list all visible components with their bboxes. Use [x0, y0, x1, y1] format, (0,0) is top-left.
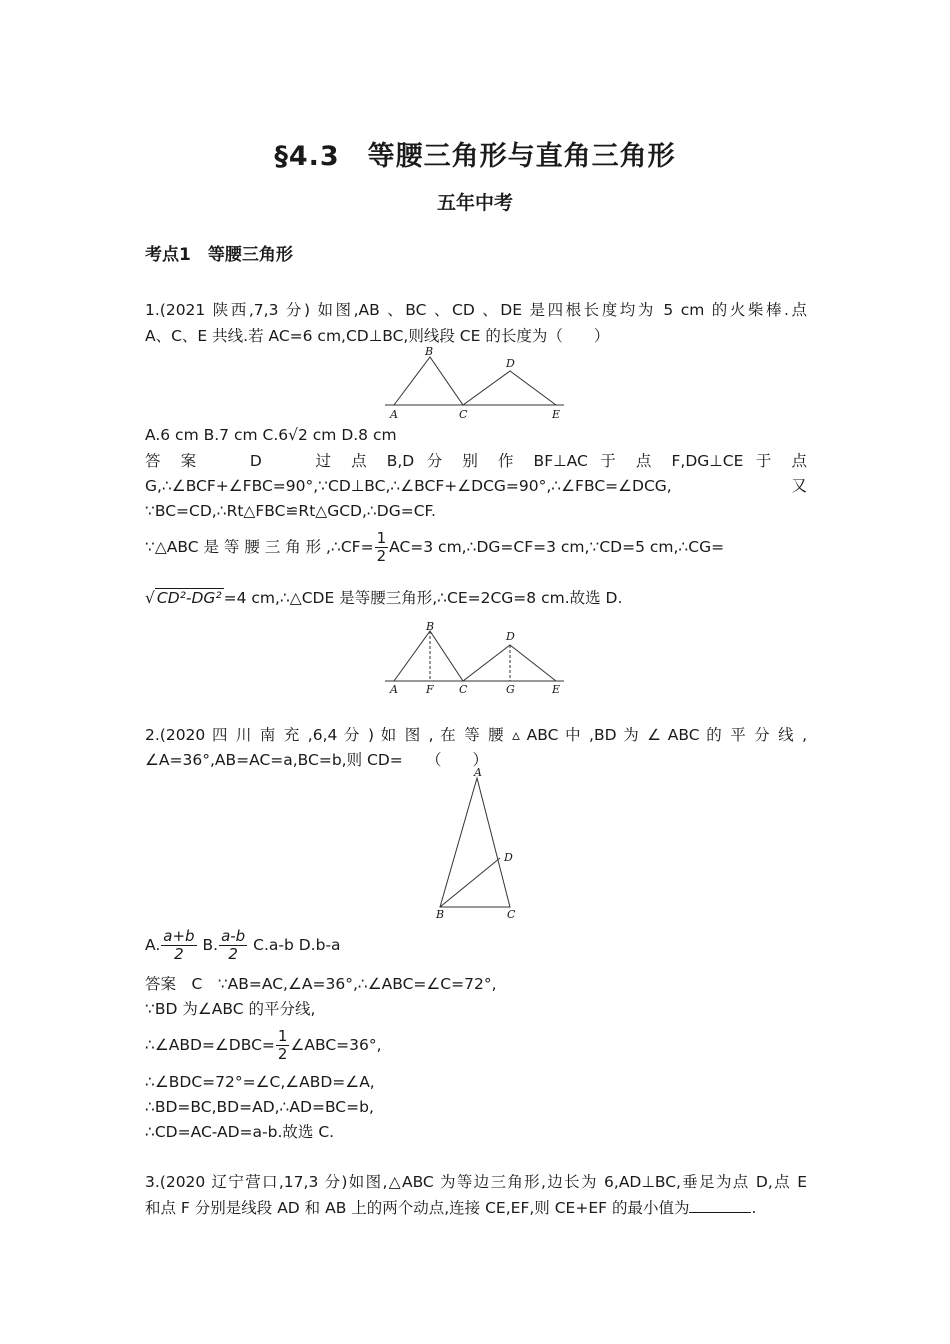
page-title: §4.3 等腰三角形与直角三角形 [274, 141, 676, 172]
section-heading: 考点1 等腰三角形 [145, 245, 293, 265]
q1-figure [380, 343, 570, 423]
fig1-label-c: C [459, 408, 468, 421]
q2-answer-line2: ∵BD 为∠ABC 的平分线, [145, 1000, 316, 1018]
fig2-label-f: F [426, 683, 434, 696]
q2-stem-line1: 2.(2020 四 川 南 充 ,6,4 分 ) 如 图 , 在 等 腰 ▵ ABC 中 ,BD 为 ∠ ABC 的 平 分 线 , [145, 726, 807, 744]
fig1-label-d: D [506, 357, 515, 370]
q2-options: A. $\frac{a+b}{2}$ B. $\frac{a-b}{2}$ C.a-b D.b-a [145, 927, 341, 963]
q1-answer-line4-post: AC=3 cm,∴DG=CF=3 cm,∵CD=5 cm,∴CG= [389, 538, 725, 556]
q1-answer-line5-post: =4 cm,∴△CDE 是等腰三角形,∴CE=2CG=8 cm.故选 D. [223, 589, 623, 607]
q1-stem-line1: 1.(2021 陕西,7,3 分) 如图,AB 、BC 、CD 、DE 是四根长度均为 5 cm 的火柴棒.点 [145, 301, 807, 319]
q1-answer-figure [380, 620, 570, 698]
fig3-label-b: B [436, 908, 445, 921]
q1-answer-line4 [145, 530, 807, 565]
fig1-label-a: A [390, 408, 398, 421]
q2-answer-line3: ∴∠ABD=∠DBC= $\frac{1}{2}$ ∠ABC=36°, [145, 1027, 382, 1063]
radicand: CD²-DG² [156, 589, 222, 607]
option-a-fraction: $\frac{a+b}{2}$ [163, 927, 195, 963]
fig3-label-d: D [504, 851, 513, 864]
fig2-label-g: G [506, 683, 515, 696]
q2-stem-line2: ∠A=36°,AB=AC=a,BC=b,则 CD= （ ） [145, 751, 489, 769]
q1-answer-line4-pre: ∵△ABC 是 等 腰 三 角 形 ,∴CF= [145, 538, 374, 556]
q2-figure [430, 766, 525, 921]
q2-answer-line5: ∴BD=BC,BD=AD,∴AD=BC=b, [145, 1098, 374, 1116]
half-fraction-2: $\frac{1}{2}$ [277, 1027, 288, 1063]
option-b-fraction: $\frac{a-b}{2}$ [221, 927, 246, 963]
q3-stem-line2: 和点 F 分别是线段 AD 和 AB 上的两个动点,连接 CE,EF,则 CE+EF 的最小值为 . [145, 1199, 757, 1217]
half-fraction: $\frac{1}{2}$ [376, 529, 387, 565]
fig2-label-c: C [459, 683, 468, 696]
fig2-label-e: E [552, 683, 561, 696]
q2-answer-line1: 答案 C ∵AB=AC,∠A=36°,∴∠ABC=∠C=72°, [145, 975, 497, 993]
fig2-label-d: D [506, 630, 515, 643]
page-subtitle: 五年中考 [436, 192, 513, 214]
fig3-label-a: A [474, 766, 482, 779]
sqrt-icon: √ [145, 589, 155, 607]
q1-options: A.6 cm B.7 cm C.6√2 cm D.8 cm [145, 426, 397, 444]
q1-answer-line1: 答 案 D 过 点 B,D 分 别 作 BF⊥AC 于 点 F,DG⊥CE 于 点 [145, 452, 807, 470]
fig3-label-c: C [507, 908, 516, 921]
fig2-label-b: B [426, 620, 435, 633]
q1-stem-line2: A、C、E 共线.若 AC=6 cm,CD⊥BC,则线段 CE 的长度为（ ） [145, 327, 610, 345]
fig1-label-b: B [425, 345, 434, 358]
q1-answer-line2: G,∴∠BCF+∠FBC=90°,∵CD⊥BC,∴∠BCF+∠DCG=90°,∴∠FBC=∠DCG, 又 [145, 477, 807, 495]
q3-stem-line1: 3.(2020 辽宁营口,17,3 分)如图,△ABC 为等边三角形,边长为 6,AD⊥BC,垂足为点 D,点 E [145, 1173, 807, 1191]
q2-answer-line4: ∴∠BDC=72°=∠C,∠ABD=∠A, [145, 1073, 375, 1091]
answer-blank[interactable] [689, 1198, 751, 1213]
fig1-label-e: E [552, 408, 561, 421]
fig2-label-a: A [390, 683, 398, 696]
q1-answer-line5 [145, 587, 807, 609]
q1-answer-line3: ∵BC=CD,∴Rt△FBC≌Rt△GCD,∴DG=CF. [145, 502, 436, 520]
q2-answer-line6: ∴CD=AC-AD=a-b.故选 C. [145, 1123, 335, 1141]
